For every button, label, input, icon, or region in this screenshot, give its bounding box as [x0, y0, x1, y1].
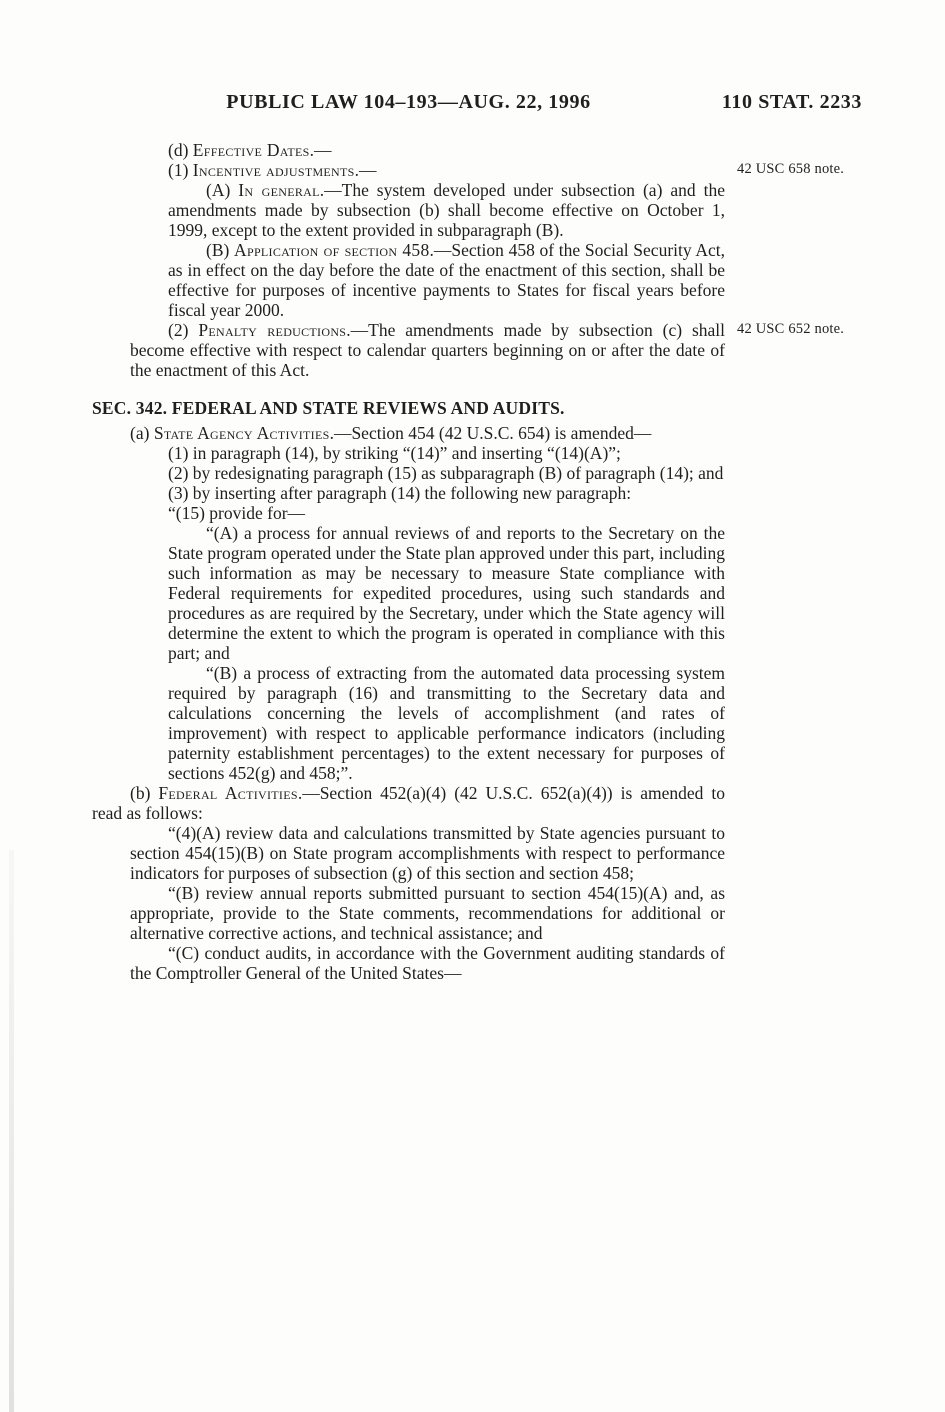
para-label: (B) — [206, 240, 235, 260]
margin-note-42-usc-652: 42 USC 652 note. — [737, 321, 845, 337]
para-text: (3) by inserting after paragraph (14) the following new paragraph: — [168, 483, 632, 503]
para-label: (1) — [168, 160, 193, 180]
para-label: (2) — [168, 320, 199, 340]
para-text: (1) in paragraph (14), by striking “(14)” and inserting “(14)(A)”; — [168, 443, 621, 463]
para-label: (b) — [130, 783, 159, 803]
smallcaps-heading: Effective Dates — [192, 140, 310, 160]
para-text: “(B) a process of extracting from the automated data processing system required by paragraph (16) and transmitting to the Secretary data and calculations concerning the levels of accomplishment (and rates of improvement) with respect to applicable performance indicators (including paternity establishment percentages) to the extent necessary for purposes of sections 452(g) and 458;”. — [168, 663, 725, 783]
para-text: .—Section 454 (42 U.S.C. 654) is amended— — [329, 423, 652, 443]
smallcaps-heading: Penalty reductions — [198, 320, 347, 340]
smallcaps-heading: Application of section 458 — [234, 240, 430, 260]
para-text: .—Section 458 of the Social Security Act, as in effect on the day before the date of the enactment of this section, shall be effective for purposes of incentive payments to States for fiscal years before fiscal year 2000. — [168, 240, 726, 320]
para-text: “(15) provide for— — [168, 503, 306, 523]
para-quoted-15A-annual-reviews — [168, 523, 725, 663]
smallcaps-heading: Incentive adjustments — [192, 160, 355, 180]
para-text: .— — [309, 140, 332, 160]
para-text: “(B) review annual reports submitted pursuant to section 454(15)(A) and, as appropriate, provide to the State comments, recommendations for additional or alternative corrective actions, and technical assistance; and — [130, 883, 725, 943]
smallcaps-heading: Federal Activities — [158, 783, 298, 803]
para-label: (d) — [168, 140, 193, 160]
para-text: .—The amendments made by subsection (c) shall become effective with respect to calendar quarters beginning on or after the date of the enactment of this Act. — [130, 320, 726, 380]
para-a3-inserting-new-paragraph — [130, 483, 725, 503]
para-label: (A) — [206, 180, 239, 200]
para-1-incentive-adjustments — [130, 160, 845, 180]
para-text: “(4)(A) review data and calculations transmitted by State agencies pursuant to section 454(15)(B) on State program accomplishments with respect to performance indicators for purposes of subsection (g) of this section and section 458; — [130, 823, 725, 883]
section-heading-sec-342 — [92, 398, 725, 418]
para-label: (a) — [130, 423, 154, 443]
para-quoted-4C-conduct-audits — [130, 943, 725, 983]
para-a1-striking-14 — [130, 443, 725, 463]
para-text: (2) by redesignating paragraph (15) as subparagraph (B) of paragraph (14); and — [168, 463, 724, 483]
para-quoted-15-provide-for — [130, 503, 725, 523]
para-B-application-section-458 — [168, 240, 725, 320]
para-d-effective-dates — [130, 140, 725, 160]
para-text: .—Section 452(a)(4) (42 U.S.C. 652(a)(4)) is amended to read as follows: — [92, 783, 725, 823]
para-2-penalty-reductions — [130, 320, 845, 380]
para-a-state-agency-activities — [92, 423, 725, 443]
para-text: “(C) conduct audits, in accordance with the Government auditing standards of the Comptroller General of the United States— — [130, 943, 725, 983]
smallcaps-heading: In general — [238, 180, 320, 200]
para-b-federal-activities — [92, 783, 725, 823]
para-a2-redesignating-15 — [130, 463, 725, 483]
para-A-in-general — [168, 180, 725, 240]
running-header-law-title: PUBLIC LAW 104–193—AUG. 22, 1996 — [226, 91, 591, 113]
running-header-stat-number: 110 STAT. 2233 — [721, 91, 862, 113]
para-text: .—The system developed under subsection (a) and the amendments made by subsection (b) shall become effective on October 1, 1999, except to the extent provided in subparagraph (B). — [168, 180, 725, 240]
para-text: “(A) a process for annual reviews of and reports to the Secretary on the State program operated under the State plan approved under this part, including such information as may be necessary to measure State compliance with Federal requirements for expedited procedures, using such standards and procedures as are required by the Secretary, under which the State agency will determine the extent to which the program is operated in compliance with this part; and — [168, 523, 725, 663]
scan-edge-artifact — [9, 850, 14, 1412]
statute-text-column — [92, 140, 845, 983]
para-quoted-4B-review-annual-reports — [130, 883, 725, 943]
margin-note-42-usc-658: 42 USC 658 note. — [737, 161, 845, 177]
para-quoted-15B-extracting-data — [168, 663, 725, 783]
para-quoted-4A-review-data — [130, 823, 725, 883]
smallcaps-heading: State Agency Activities — [153, 423, 330, 443]
para-text: .— — [354, 160, 377, 180]
section-heading-text: SEC. 342. FEDERAL AND STATE REVIEWS AND AUDITS. — [92, 398, 565, 418]
